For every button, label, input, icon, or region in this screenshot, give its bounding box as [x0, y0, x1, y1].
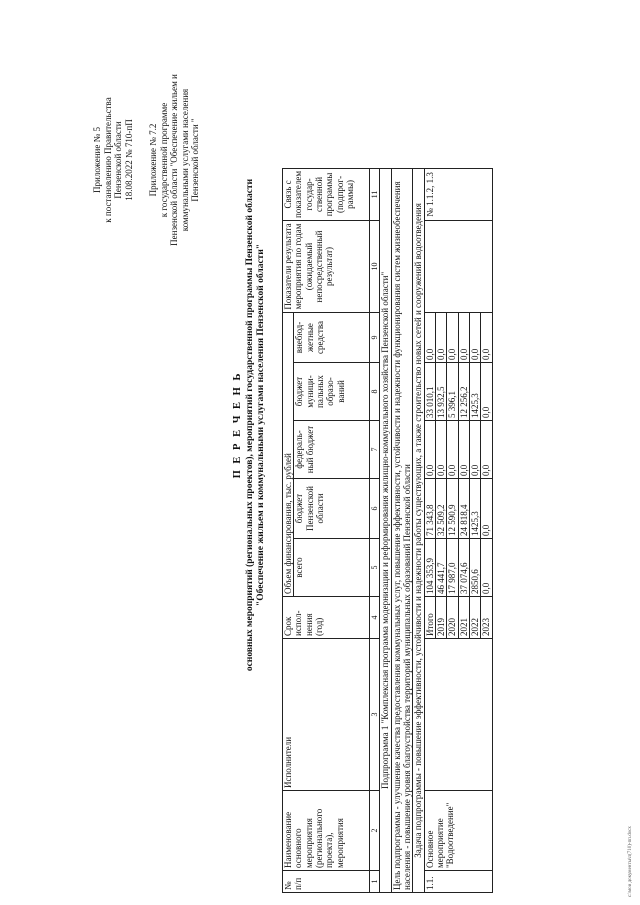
- header-name: Наименование основного мероприятия (регионального проекта), мероприятия: [283, 791, 370, 871]
- subprogram-task: Задача подпрограммы - повышение эффективности, устойчивости и надежности работы существующих, а также строительство новых сетей и сооружений водоотведения: [413, 168, 424, 892]
- appendix-7-2-line: Пензенской области "Обеспечение жильем и: [169, 74, 180, 246]
- table-row: [424, 168, 435, 892]
- row-extra: 0,0: [424, 313, 435, 363]
- column-number: 4: [370, 597, 380, 639]
- appendix-5-line: Приложение № 5: [92, 127, 102, 193]
- row-total: 46 441,7: [435, 539, 446, 597]
- row-year: 2020: [447, 597, 458, 639]
- row-municipal: 1425,3: [469, 363, 480, 421]
- row-regional: 32 509,2: [435, 479, 446, 539]
- appendix-7-2-block: [148, 40, 201, 280]
- header-executor: Исполнители: [283, 639, 370, 791]
- column-number: 3: [370, 639, 380, 791]
- appendix-5-line: к постановлению Правительства: [102, 97, 113, 223]
- row-municipal: 13 932,5: [435, 363, 446, 421]
- column-number: 11: [370, 168, 380, 220]
- goal-row: [391, 168, 413, 892]
- row-extra: 0,0: [435, 313, 446, 363]
- row-regional: 24 818,4: [458, 479, 469, 539]
- header-total: всего: [294, 539, 370, 597]
- row-municipal: 5 396,1: [447, 363, 458, 421]
- row-federal: 0,0: [469, 421, 480, 479]
- row-federal: 0,0: [435, 421, 446, 479]
- header-row: [283, 168, 294, 892]
- appendix-7-2-line: Приложение № 7.2: [148, 123, 158, 197]
- row-regional: 1425,3: [469, 479, 480, 539]
- header-regional: бюджет Пензенской области: [294, 479, 370, 539]
- column-number: 5: [370, 539, 380, 597]
- row-total: 17 987,0: [447, 539, 458, 597]
- header-extra: внебюд- жетные средства: [294, 313, 370, 363]
- title-line: основных мероприятий (региональных проектов), мероприятий государственной программы Пензенской области: [244, 178, 255, 672]
- title-line: "Обеспечение жильем и коммунальными услугами населения Пензенской области": [255, 243, 266, 607]
- row-federal: 0,0: [458, 421, 469, 479]
- row-year: 2021: [458, 597, 469, 639]
- row-regional: 12 590,9: [447, 479, 458, 539]
- header-result: Показатели результата мероприятия по годам (ожидаемый непосредственный результат): [283, 221, 370, 313]
- column-number: 6: [370, 479, 380, 539]
- column-number: 2: [370, 791, 380, 871]
- row-municipal: 0,0: [481, 363, 492, 421]
- item-executor: [424, 639, 492, 791]
- document-title: [232, 125, 267, 725]
- item-number: 1.1.: [424, 871, 492, 893]
- row-year: 2022: [469, 597, 480, 639]
- row-total: 0,0: [481, 539, 492, 597]
- row-year: Итого: [424, 597, 435, 639]
- column-number: 9: [370, 313, 380, 363]
- item-result: [424, 221, 492, 313]
- column-number: 1: [370, 871, 380, 893]
- row-total: 37 074,6: [458, 539, 469, 597]
- appendix-5-line: 18.08.2022 № 710-пП: [123, 119, 134, 201]
- row-total: 2850,6: [469, 539, 480, 597]
- row-year: 2023: [481, 597, 492, 639]
- header-link: Связь с показателем государ- ственной программы (подпрог- раммы): [283, 168, 370, 220]
- row-federal: 0,0: [424, 421, 435, 479]
- row-total: 104 353,9: [424, 539, 435, 597]
- header-federal: федераль- ный бюджет: [294, 421, 370, 479]
- subprogram-row: [380, 168, 391, 892]
- task-row: [413, 168, 424, 892]
- row-extra: 0,0: [447, 313, 458, 363]
- item-name: Основное мероприятие "Водоотведение": [424, 791, 492, 871]
- row-federal: 0,0: [447, 421, 458, 479]
- appendix-5-line: Пензенской области: [113, 121, 124, 199]
- row-extra: 0,0: [458, 313, 469, 363]
- subprogram-goal: Цель подпрограммы - улучшение качества предоставления коммунальных услуг, повышение эффективности, устойчивости и надежности функционирования систем жизнеобеспечения населения - повышение уровня благоустройства территорий муниципальных образований Пензенской области: [391, 168, 413, 892]
- subprogram-title: Подпрограмма 1 "Комплексная программа модернизации и реформирования жилищно-коммунального хозяйства Пензенской области": [380, 168, 391, 892]
- appendix-7-2-line: Пензенской области ": [190, 118, 201, 202]
- row-extra: 0,0: [481, 313, 492, 363]
- row-regional: 71 343,8: [424, 479, 435, 539]
- row-regional: 0,0: [481, 479, 492, 539]
- column-number: 7: [370, 421, 380, 479]
- column-number: 8: [370, 363, 380, 421]
- appendix-7-2-line: коммунальными услугами населения: [179, 88, 190, 232]
- header-financing: Объем финансирования, тыс. рублей: [283, 313, 294, 597]
- header-num: № п/п: [283, 871, 370, 893]
- row-municipal: 12 256,2: [458, 363, 469, 421]
- row-federal: 0,0: [481, 421, 492, 479]
- measures-table: [282, 168, 493, 893]
- row-extra: 0,0: [469, 313, 480, 363]
- row-year: 2019: [435, 597, 446, 639]
- header-municipal: бюджет муници- пальных образо- ваний: [294, 363, 370, 421]
- row-municipal: 33 010,1: [424, 363, 435, 421]
- appendix-7-2-line: к государственной программе: [158, 102, 169, 218]
- item-link: № 1.1.2, 1.3: [424, 168, 492, 220]
- header-term: Срок испол- нения (год): [283, 597, 370, 639]
- title-heading: П Е Р Е Ч Е Н Ь: [232, 371, 243, 479]
- column-number-row: [370, 168, 380, 892]
- footer-file-path: c:\мои документы\п(710)-пп.docx: [628, 826, 633, 897]
- appendix-5-block: [92, 60, 134, 260]
- column-number: 10: [370, 221, 380, 313]
